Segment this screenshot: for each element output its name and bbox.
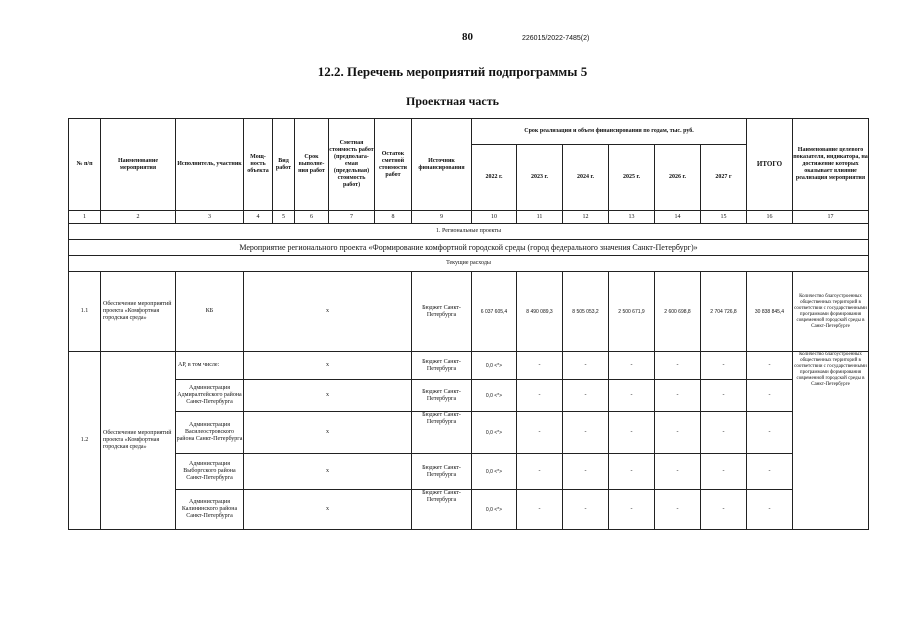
- dash-cell: -: [655, 490, 701, 530]
- table-row: [69, 272, 869, 352]
- dash-cell: -: [609, 454, 655, 490]
- measure-name: Обеспечение мероприятий проекта «Комфортная городская среда»: [101, 272, 176, 352]
- mark-cell: х: [244, 412, 412, 454]
- table-row: [69, 380, 869, 412]
- header-year: 2027 г: [701, 145, 747, 211]
- funding-source: Бюджет Санкт-Петербурга: [412, 454, 472, 490]
- header-deadline: Срок выполне- ния работ: [295, 119, 329, 211]
- header-year: 2022 г.: [472, 145, 517, 211]
- column-number: 3: [176, 211, 244, 224]
- column-number: 5: [273, 211, 295, 224]
- header-total: ИТОГО: [747, 119, 793, 211]
- header-year: 2026 г.: [655, 145, 701, 211]
- table-row: [69, 352, 869, 380]
- header-year: 2025 г.: [609, 145, 655, 211]
- indicator-cell: Количество благоустроенных общественных территорий в соответствии с государственными программами формирования современной городской среды в Санкт-Петербурге: [793, 352, 869, 530]
- header-type: Вид работ: [273, 119, 295, 211]
- mark-cell: х: [244, 272, 412, 352]
- dash-cell: -: [609, 380, 655, 412]
- table-row: [69, 490, 869, 530]
- section-row: [69, 240, 869, 256]
- funding-source: Бюджет Санкт-Петербурга: [412, 412, 472, 454]
- column-number: 16: [747, 211, 793, 224]
- section-regional-projects: 1. Региональные проекты: [69, 224, 869, 240]
- value-cell: 0,0 <*>: [472, 412, 517, 454]
- dash-cell: -: [609, 352, 655, 380]
- mark-cell: х: [244, 454, 412, 490]
- column-number: 6: [295, 211, 329, 224]
- dash-cell: -: [609, 490, 655, 530]
- dash-cell: -: [747, 412, 793, 454]
- value-cell: 0,0 <*>: [472, 490, 517, 530]
- page-number: 80: [462, 31, 473, 43]
- dash-cell: -: [563, 380, 609, 412]
- header-period: Срок реализации и объем финансирования по годам, тыс. руб.: [472, 119, 747, 145]
- column-number: 11: [517, 211, 563, 224]
- value-cell: 0,0 <*>: [472, 352, 517, 380]
- measure-name: Обеспечение мероприятий проекта «Комфортная городская среда»: [101, 352, 176, 530]
- dash-cell: -: [563, 412, 609, 454]
- dash-cell: -: [655, 352, 701, 380]
- mark-cell: х: [244, 490, 412, 530]
- funding-source: Бюджет Санкт-Петербурга: [412, 490, 472, 530]
- document-code: 226015/2022-7485(2): [522, 35, 590, 42]
- column-number: 4: [244, 211, 273, 224]
- column-number: 9: [412, 211, 472, 224]
- indicator-cell: Количество благоустроенных общественных территорий в соответствии с государственными программами формирования современной городской среды в Санкт-Петербурге: [793, 272, 869, 352]
- column-number: 8: [375, 211, 412, 224]
- header-capacity: Мощ- ность объекта: [244, 119, 273, 211]
- dash-cell: -: [747, 454, 793, 490]
- value-cell: 0,0 <*>: [472, 454, 517, 490]
- value-cell: 8 505 053,2: [563, 272, 609, 352]
- table-row: [69, 454, 869, 490]
- value-cell: 2 600 698,8: [655, 272, 701, 352]
- row-number: 1.2: [69, 352, 101, 530]
- section-current-expenses: Текущие расходы: [69, 256, 869, 272]
- funding-source: Бюджет Санкт-Петербурга: [412, 272, 472, 352]
- funding-source: Бюджет Санкт-Петербурга: [412, 352, 472, 380]
- dash-cell: -: [701, 490, 747, 530]
- header-year: 2024 г.: [563, 145, 609, 211]
- document-title: 12.2. Перечень мероприятий подпрограммы 5: [317, 64, 588, 79]
- value-cell: 8 490 089,3: [517, 272, 563, 352]
- executor: Администрация Адмиралтейского района Санкт-Петербурга: [176, 380, 244, 412]
- column-number: 17: [793, 211, 869, 224]
- header-source: Источник финансирования: [412, 119, 472, 211]
- executor: Администрация Выборгского района Санкт-Петербурга: [176, 454, 244, 490]
- dash-cell: -: [655, 454, 701, 490]
- column-number: 12: [563, 211, 609, 224]
- executor: АР, в том числе:: [176, 352, 244, 380]
- section-row: [69, 224, 869, 240]
- column-number: 2: [101, 211, 176, 224]
- dash-cell: -: [655, 380, 701, 412]
- executor: Администрация Василеостровского района Санкт-Петербурга: [176, 412, 244, 454]
- header-num: № п/п: [69, 119, 101, 211]
- dash-cell: -: [517, 412, 563, 454]
- dash-cell: -: [655, 412, 701, 454]
- dash-cell: -: [701, 352, 747, 380]
- dash-cell: -: [517, 454, 563, 490]
- dash-cell: -: [563, 454, 609, 490]
- dash-cell: -: [747, 380, 793, 412]
- column-number: 7: [329, 211, 375, 224]
- section-row: [69, 256, 869, 272]
- dash-cell: -: [747, 352, 793, 380]
- table-row: [69, 412, 869, 454]
- value-cell: 2 500 671,9: [609, 272, 655, 352]
- column-number: 15: [701, 211, 747, 224]
- document-subtitle: Проектная часть: [406, 94, 499, 108]
- dash-cell: -: [747, 490, 793, 530]
- measures-table: [68, 118, 869, 530]
- dash-cell: -: [701, 454, 747, 490]
- dash-cell: -: [701, 412, 747, 454]
- header-cost: Сметная стоимость работ (предполага- емая (предельная) стоимость работ): [329, 119, 375, 211]
- executor: Администрация Калининского района Санкт-Петербурга: [176, 490, 244, 530]
- column-number: 13: [609, 211, 655, 224]
- mark-cell: х: [244, 352, 412, 380]
- header-indicator: Наименование целевого показателя, индикатора, на достижение которых оказывает влияние реализация мероприятия: [793, 119, 869, 211]
- row-number: 1.1: [69, 272, 101, 352]
- value-cell: 6 037 605,4: [472, 272, 517, 352]
- dash-cell: -: [563, 352, 609, 380]
- funding-source: Бюджет Санкт-Петербурга: [412, 380, 472, 412]
- dash-cell: -: [609, 412, 655, 454]
- dash-cell: -: [563, 490, 609, 530]
- header-name: Наименование мероприятия: [101, 119, 176, 211]
- dash-cell: -: [701, 380, 747, 412]
- header-row-1: [69, 119, 869, 145]
- column-number: 14: [655, 211, 701, 224]
- header-year: 2023 г.: [517, 145, 563, 211]
- value-cell: 0,0 <*>: [472, 380, 517, 412]
- header-remaining: Остаток сметной стоимости работ: [375, 119, 412, 211]
- total-cell: 30 838 845,4: [747, 272, 793, 352]
- dash-cell: -: [517, 352, 563, 380]
- column-number: 1: [69, 211, 101, 224]
- mark-cell: х: [244, 380, 412, 412]
- header-executor: Исполнитель, участник: [176, 119, 244, 211]
- value-cell: 2 704 726,8: [701, 272, 747, 352]
- section-project-title: Мероприятие регионального проекта «Формирование комфортной городской среды (город федерального значения Санкт-Петербург)»: [69, 240, 869, 256]
- column-number: 10: [472, 211, 517, 224]
- column-numbers-row: [69, 211, 869, 224]
- dash-cell: -: [517, 490, 563, 530]
- dash-cell: -: [517, 380, 563, 412]
- executor: КБ: [176, 272, 244, 352]
